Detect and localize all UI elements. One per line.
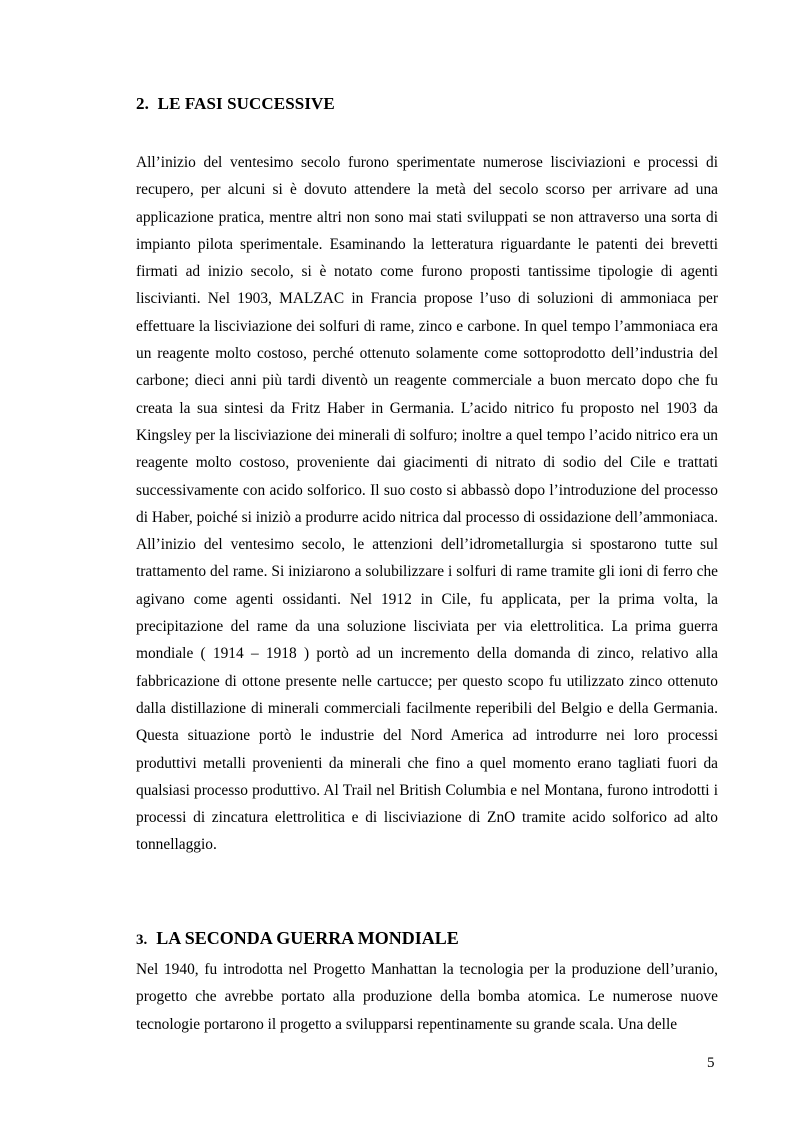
section-number: 3. bbox=[136, 932, 148, 948]
section-heading bbox=[136, 94, 335, 114]
body-paragraph: All’inizio del ventesimo secolo furono sperimentate numerose lisciviazioni e processi di recupero, per alcuni si è dovuto attendere la metà del secolo scorso per arrivare ad una applicazione pratica, mentre altri non sono mai stati sviluppati se non attraverso una sorta di impianto pilota sperimentale. Esaminando la letteratura riguardante le patenti dei brevetti firmati ad inizio secolo, si è notato come furono proposti tantissime tipologie di agenti liscivianti. Nel 1903, MALZAC in Francia propose l’uso di soluzioni di ammoniaca per effettuare la lisciviazione dei solfuri di rame, zinco e carbone. In quel tempo l’ammoniaca era un reagente molto costoso, perché ottenuto solamente come sottoprodotto dell’industria del carbone; dieci anni più tardi diventò un reagente commerciale a buon mercato dopo che fu creata la sua sintesi da Fritz Haber in Germania. L’acido nitrico fu proposto nel 1903 da Kingsley per la lisciviazione dei minerali di solfuro; inoltre a quel tempo l’acido nitrico era un reagente molto costoso, proveniente dai giacimenti di nitrato di sodio del Cile e trattati successivamente con acido solforico. Il suo costo si abbassò dopo l’introduzione del processo di Haber, poiché si iniziò a produrre acido nitrica dal processo di ossidazione dell’ammoniaca. All’inizio del ventesimo secolo, le attenzioni dell’idrometallurgia si spostarono tutte sul trattamento del rame. Si iniziarono a solubilizzare i solfuri di rame tramite gli ioni di ferro che agivano come agenti ossidanti. Nel 1912 in Cile, fu applicata, per la prima volta, la precipitazione del rame da una soluzione lisciviata per via elettrolitica. La prima guerra mondiale ( 1914 – 1918 ) portò ad un incremento della domanda di zinco, relativo alla fabbricazione di ottone presente nelle cartucce; per questo scopo fu utilizzato zinco ottenuto dalla distillazione di minerali commerciali facilmente reperibili del Belgio e della Germania. Questa situazione portò le industrie del Nord America ad introdurre nei loro processi produttivi metalli provenienti da minerali che fino a quel momento erano tagliati fuori da qualsiasi processo produttivo. Al Trail nel British Columbia e nel Montana, furono introdotti i processi di zincatura elettrolitica e di lisciviazione di ZnO tramite acido solforico ad alto tonnellaggio. bbox=[136, 154, 718, 854]
page-number: 5 bbox=[707, 1055, 715, 1071]
body-paragraph: Nel 1940, fu introdotta nel Progetto Manhattan la tecnologia per la produzione dell’uranio, progetto che avrebbe portato alla produzione della bomba atomica. Le numerose nuove tecnologie portarono il progetto a svilupparsi repentinamente su grande scala. Una delle bbox=[136, 961, 718, 1033]
section-title: LE FASI SUCCESSIVE bbox=[157, 94, 335, 113]
section-title: LA SECONDA GUERRA MONDIALE bbox=[156, 928, 459, 948]
section-number: 2. bbox=[136, 94, 149, 113]
section-heading bbox=[136, 928, 459, 949]
